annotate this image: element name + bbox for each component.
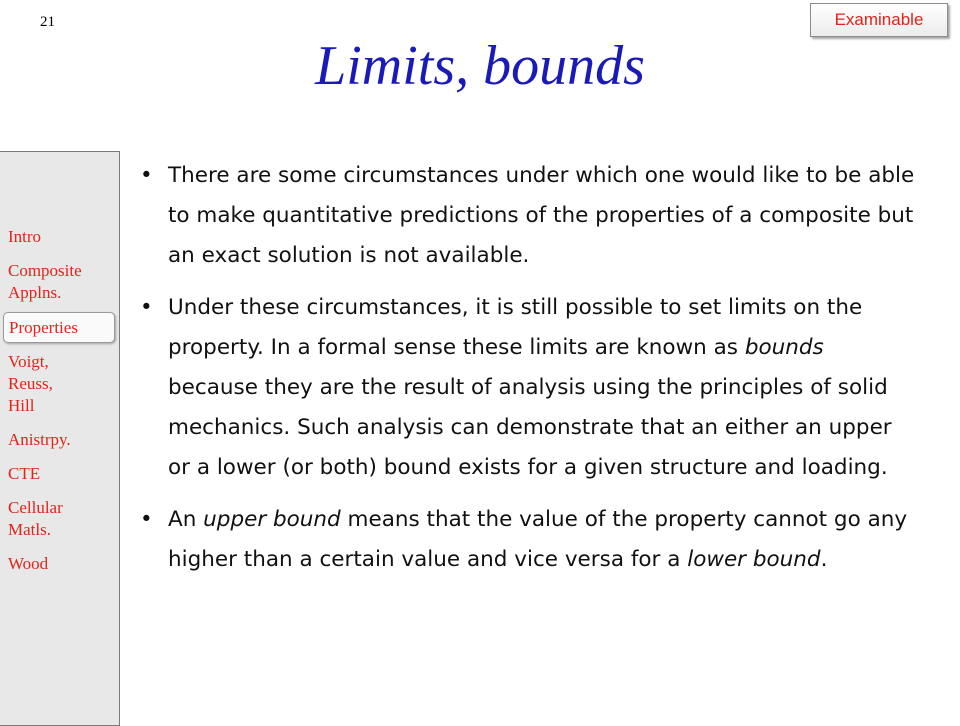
bullet-point	[140, 500, 920, 580]
sidebar-nav	[0, 151, 120, 726]
nav-item-label: Wood	[8, 554, 49, 573]
nav-item-label: Anistrpy.	[8, 430, 71, 449]
nav-item-label: Voigt,	[8, 352, 49, 371]
emphasis-upper-bound: upper bound	[203, 507, 341, 532]
bullet-dot: •	[140, 295, 153, 320]
nav-item-label: Matls.	[8, 520, 51, 539]
nav-item-composite-applns[interactable]	[8, 260, 119, 304]
nav-item-anistrpy[interactable]	[8, 429, 119, 451]
bullet-text: Under these circumstances, it is still possible to set limits on the property. In a formal sense these limits are known as	[168, 295, 863, 360]
nav-item-label: Composite	[8, 261, 82, 280]
nav-item-label: Intro	[8, 227, 42, 246]
bullet-text: means that the value of the property cannot go any higher than a certain value and vice versa for a	[168, 507, 908, 572]
slide-title: Limits, bounds	[315, 35, 645, 97]
nav-item-label: Applns.	[8, 283, 62, 302]
bullet-point	[140, 288, 920, 488]
nav-item-label: Reuss,	[8, 374, 53, 393]
nav-item-intro[interactable]	[8, 226, 119, 248]
nav-item-label: CTE	[8, 464, 41, 483]
nav-item-voigt-reuss-hill[interactable]	[8, 351, 119, 417]
bullet-dot: •	[140, 163, 153, 188]
emphasis-bounds: bounds	[744, 335, 824, 360]
bullet-text: An	[168, 507, 204, 532]
nav-item-properties[interactable]	[3, 312, 115, 343]
bullet-text: .	[820, 547, 828, 572]
bullet-dot: •	[140, 507, 153, 532]
nav-item-cellular-matls[interactable]	[8, 497, 119, 541]
slide-number: 21	[40, 14, 55, 30]
nav-item-wood[interactable]	[8, 553, 119, 575]
bullet-text: There are some circumstances under which one would like to be able to make quantitative predictions of the properties of a composite but an exact solution is not available.	[168, 163, 915, 268]
nav-item-label: Cellular	[8, 498, 63, 517]
nav-item-cte[interactable]	[8, 463, 119, 485]
nav-item-label: Properties	[9, 318, 78, 337]
emphasis-lower-bound: lower bound	[687, 547, 821, 572]
examinable-badge: Examinable	[810, 3, 948, 37]
bullet-point	[140, 156, 920, 276]
slide-body	[140, 156, 920, 592]
bullet-text: because they are the result of analysis using the principles of solid mechanics. Such analysis can demonstrate that an either an upper or a lower (or both) bound exists for a given structure and loading.	[168, 375, 892, 480]
nav-item-label: Hill	[8, 396, 35, 415]
